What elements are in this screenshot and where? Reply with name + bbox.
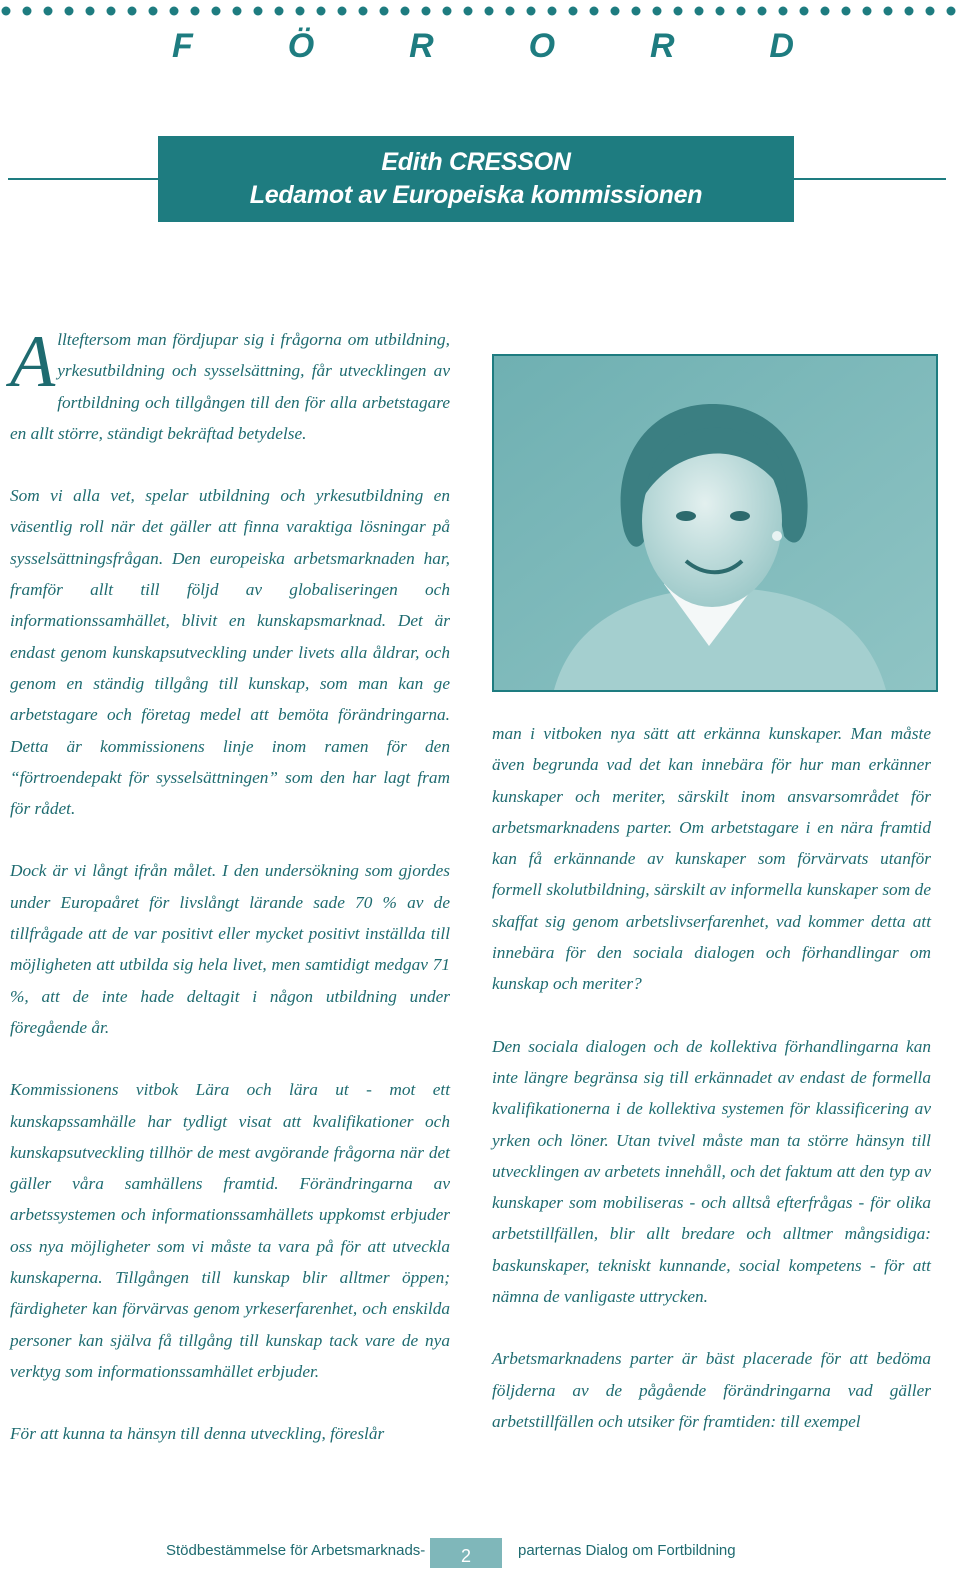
border-dot [296, 7, 305, 16]
page-number: 2 [430, 1538, 502, 1568]
border-dot [716, 7, 725, 16]
border-dot [947, 7, 956, 16]
border-dot [653, 7, 662, 16]
footer-right-text: parternas Dialog om Fortbildning [518, 1542, 736, 1559]
border-dot [884, 7, 893, 16]
border-dot [233, 7, 242, 16]
border-dot [107, 7, 116, 16]
border-dot [212, 7, 221, 16]
portrait-image [494, 356, 936, 690]
border-dot [422, 7, 431, 16]
border-dot [863, 7, 872, 16]
banner-rule-left [8, 178, 158, 180]
border-dot [590, 7, 599, 16]
author-name: Edith CRESSON [381, 148, 571, 176]
border-dot [632, 7, 641, 16]
border-dot [338, 7, 347, 16]
border-dot [758, 7, 767, 16]
border-dot [527, 7, 536, 16]
border-dot [191, 7, 200, 16]
border-dot [569, 7, 578, 16]
border-dot [128, 7, 137, 16]
border-dot [317, 7, 326, 16]
border-dot [485, 7, 494, 16]
border-dot [800, 7, 809, 16]
heading-letter: R [409, 26, 434, 65]
border-dot [2, 7, 11, 16]
heading-letter: O [528, 26, 556, 65]
border-dot [86, 7, 95, 16]
heading-letter: R [649, 26, 675, 65]
right-column [492, 718, 931, 1437]
paragraph: Allteftersom man fördjupar sig i frågorna om utbildning, yrkesutbildning och sysselsättning, får utvecklingen av fortbildning och tillgången till den för alla arbetstagare en allt större, ständigt bekräftad betydelse. [10, 321, 450, 443]
border-dot [149, 7, 158, 16]
border-dot [821, 7, 830, 16]
border-dot [611, 7, 620, 16]
author-banner [158, 136, 794, 222]
page-footer [0, 1538, 960, 1568]
paragraph: För att kunna ta hänsyn till denna utveckling, föreslår [10, 1424, 385, 1444]
border-dot [779, 7, 788, 16]
border-dot [443, 7, 452, 16]
border-dot [23, 7, 32, 16]
paragraph: Som vi alla vet, spelar utbildning och yrkesutbildning en väsentlig roll när det gäller att finna varaktiga lösningar på sysselsättningsfrågan. Den europeiska arbetsmarknaden har, framför allt till följd av globaliseringen och informationssamhället, blivit en kunskapsmarknad. Det är endast genom kunskapsutveckling under livets alla åldrar, och genom en ständig tillgång till kunskap, som man kan ge arbetstagare och företag medel att bemöta förändringarna. Detta är kommissionens linje inom ramen för den “förtroendepakt för sysselsättningen” som den har lagt fram för rådet. [10, 486, 450, 819]
left-column [10, 321, 450, 1450]
border-dot [674, 7, 683, 16]
border-dot [65, 7, 74, 16]
border-dot [695, 7, 704, 16]
portrait-photo [492, 354, 938, 692]
border-dot [842, 7, 851, 16]
border-dot [548, 7, 557, 16]
author-role: Ledamot av Europeiska kommissionen [249, 181, 703, 209]
dotted-border [0, 4, 960, 18]
border-dot [359, 7, 368, 16]
paragraph: man i vitboken nya sätt att erkänna kunskaper. Man måste även begrunda vad det kan innebära för hur man erkänner kunskaper och meriter, särskilt inom ansvarsområdet för arbetsmarknadens parter. Om arbetstagare i en nära framtid kan få erkännande av kunskaper som förvärvats utanför formell skolutbildning, särskilt av informella kunskaper som de skaffat sig genom arbetslivserfarenhet, vad kommer detta att innebära för den sociala dialogen och förhandlingar om kunskap och meriter? [492, 724, 931, 994]
page-heading [172, 22, 794, 70]
border-dot [380, 7, 389, 16]
border-dot [401, 7, 410, 16]
border-dot [170, 7, 179, 16]
border-dot [464, 7, 473, 16]
border-dot [254, 7, 263, 16]
heading-letter: F [172, 26, 193, 65]
border-dot [926, 7, 935, 16]
paragraph: Dock är vi långt ifrån målet. I den undersökning som gjordes under Europaåret för livslångt lärande sade 70 % av de tillfrågade att de var positivt eller mycket positivt inställda till möjligheten att utbilda sig hela livet, men samtidigt medgav 71 %, att de inte hade deltagit i någon utbildning under föregående år. [10, 861, 450, 1037]
banner-rule-right [794, 178, 946, 180]
heading-letter: D [769, 26, 794, 65]
paragraph: Kommissionens vitbok Lära och lära ut - mot ett kunskapssamhälle har tydligt visat att kvalifikationer och kunskapsutveckling tillhör de mest avgörande frågorna när det gäller våra samhällens framtid. Förändringarna av arbetssystemen och informationssamhällets uppkomst erbjuder oss nya möjligheter som vi måste ta vara på för att utveckla kunskaperna. Tillgången till kunskap blir alltmer öppen; färdigheter kan förvärvas genom yrkeserfarenhet, och enskilda personer kan själva få tillgång till kunskap tack vare de nya verktyg som informationssamhället erbjuder. [10, 1080, 450, 1381]
border-dot [737, 7, 746, 16]
border-dot [275, 7, 284, 16]
heading-letter: Ö [287, 26, 315, 65]
footer-left-text: Stödbestämmelse för Arbetsmarknads- [166, 1542, 426, 1559]
border-dot [44, 7, 53, 16]
paragraph: Arbetsmarknadens parter är bäst placerade för att bedöma följderna av de pågående förändringarna vad gäller arbetstillfällen och utsiker för framtiden: till exempel [492, 1349, 931, 1431]
paragraph: Den sociala dialogen och de kollektiva förhandlingarna kan inte längre begränsa sig till erkännadet av endast de formella kvalifikationerna i de kollektiva systemen för klassificering av yrken och löner. Utan tvivel måste man ta större hänsyn till utvecklingen av arbetets innehåll, och det faktum att den typ av kunskaper som mobiliseras - och alltså efterfrågas - för olika arbetstillfällen, blir allt bredare och alltmer mångsidiga: baskunskaper, tekniskt kunnande, social kompetens - för att nämna de vanligaste uttrycken. [492, 1036, 931, 1307]
border-dot [506, 7, 515, 16]
drop-cap: A [10, 321, 56, 403]
border-dot [905, 7, 914, 16]
